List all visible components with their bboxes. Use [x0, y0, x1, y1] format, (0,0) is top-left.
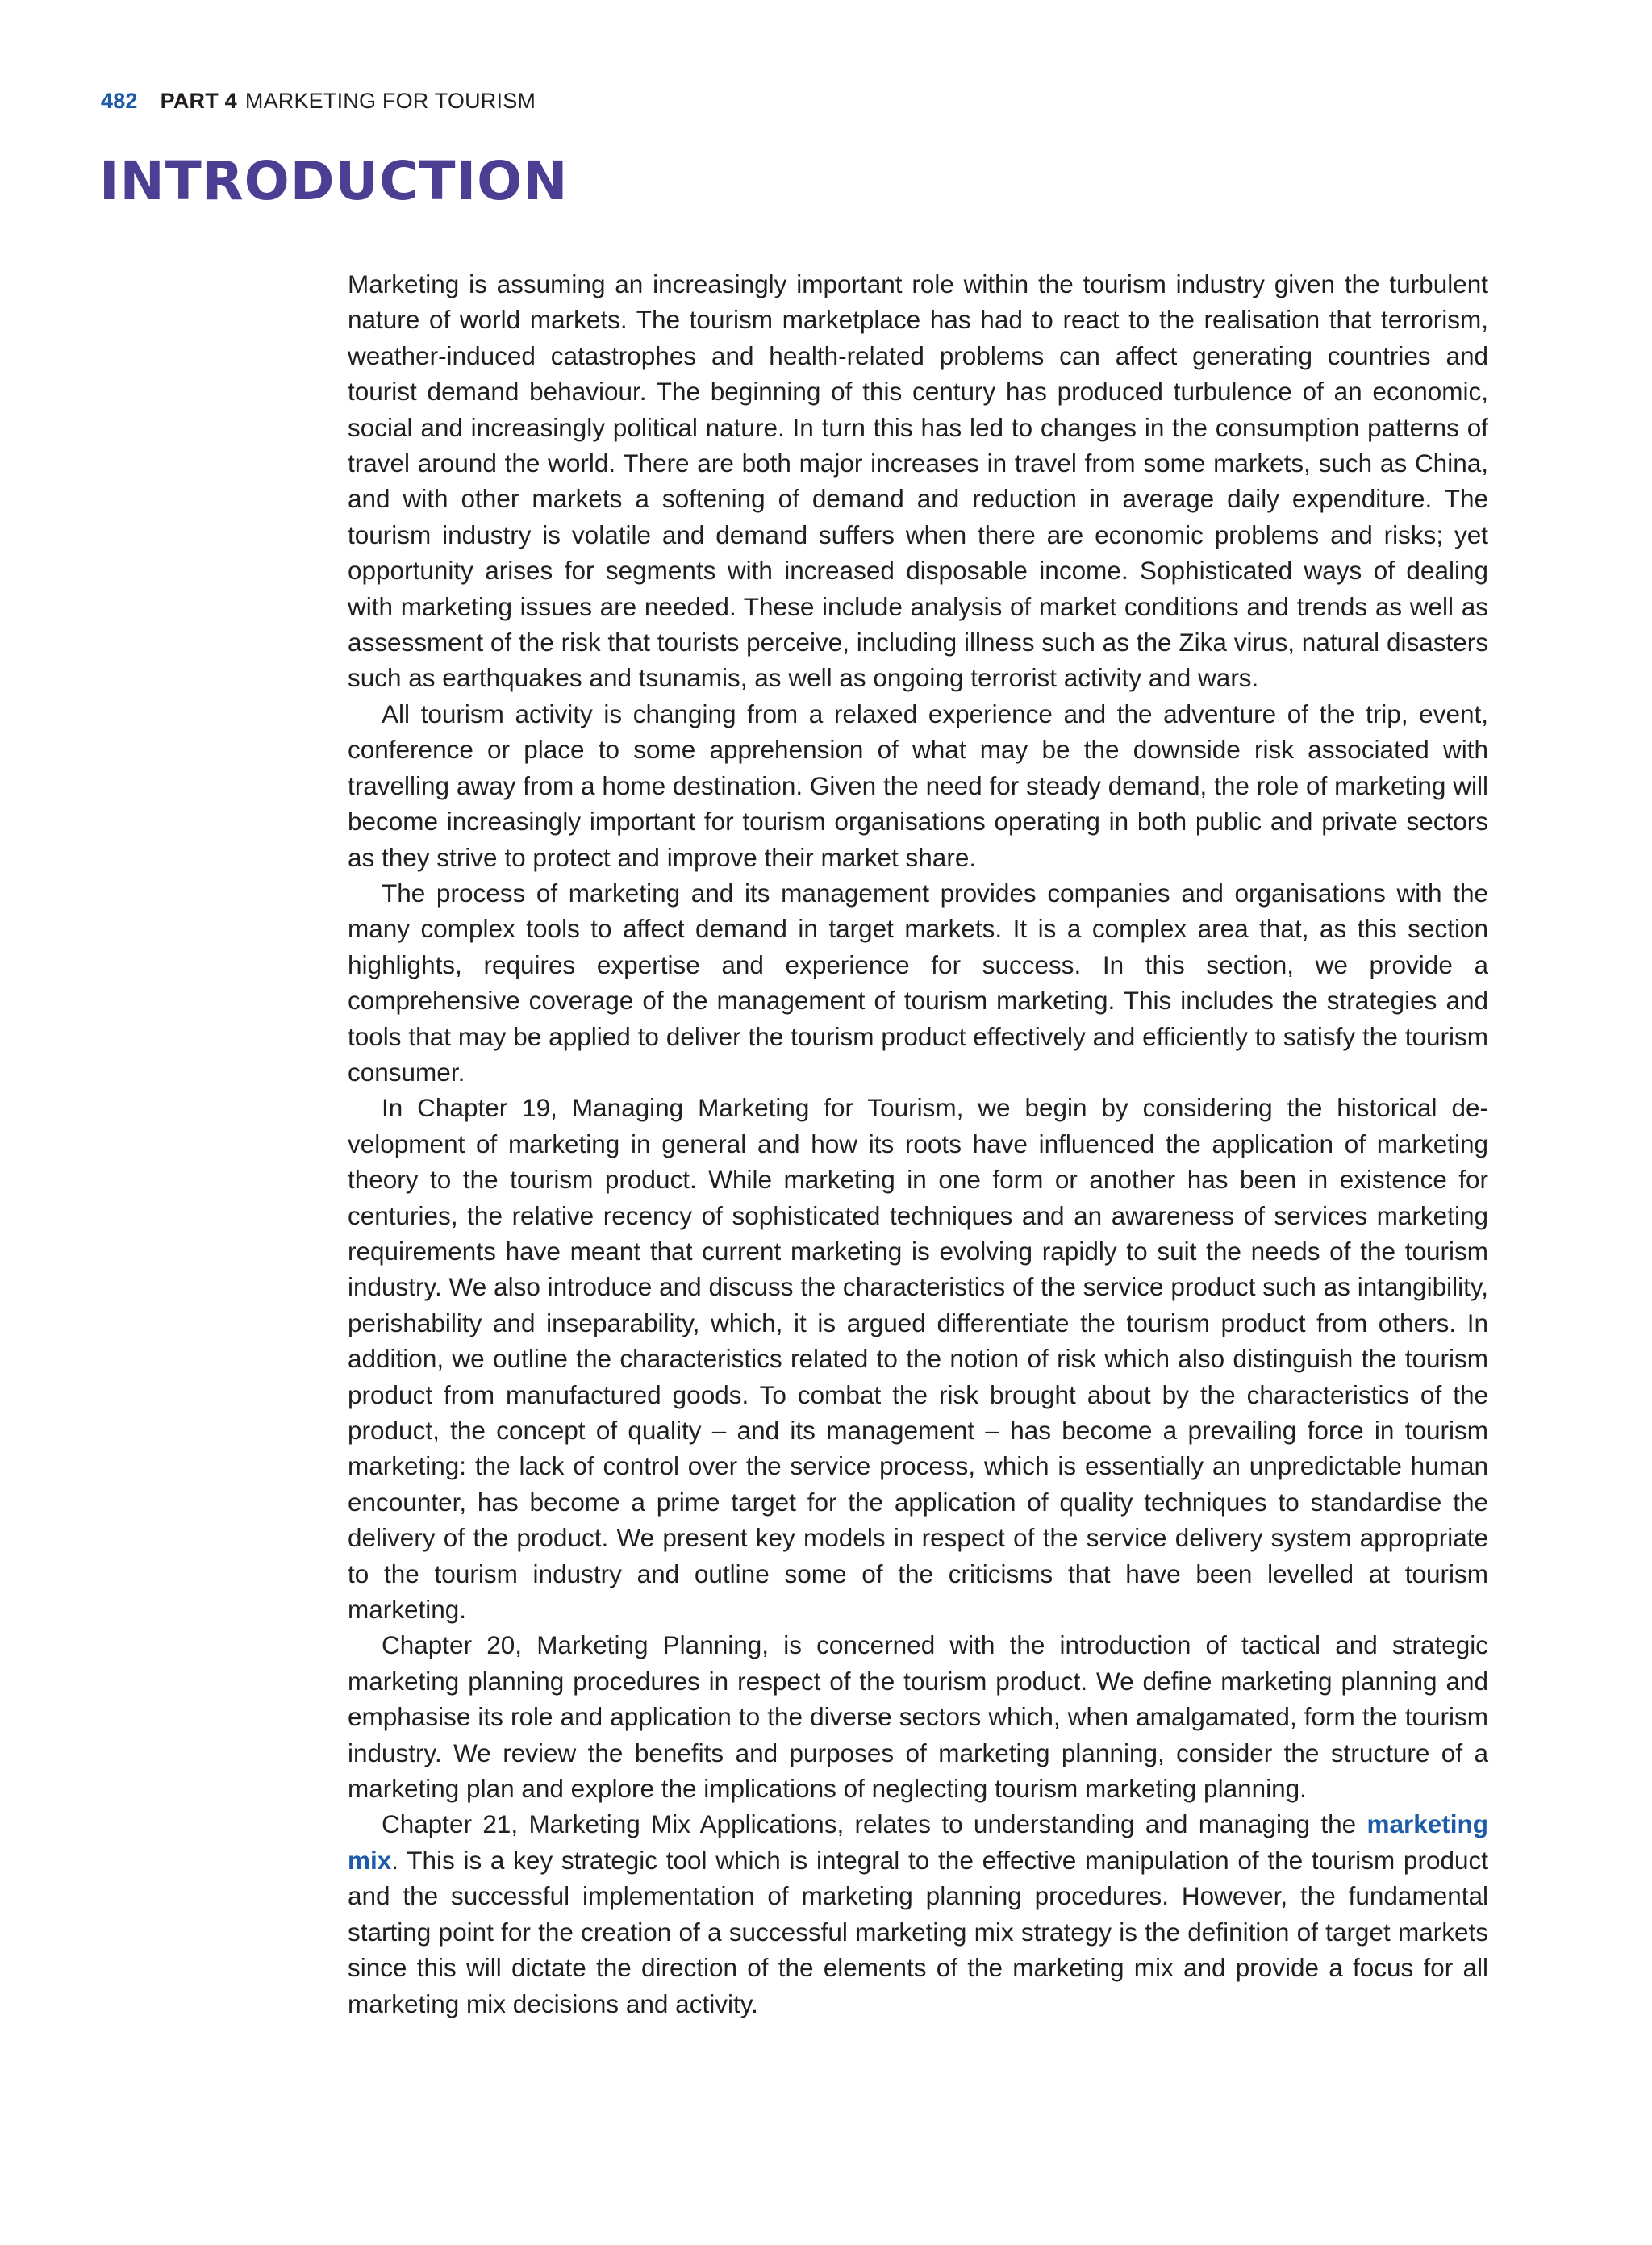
- body-text: [348, 266, 1488, 2022]
- paragraph-1: Marketing is assuming an increasingly important role within the tourism industry given the turbulent nature of world markets. The tourism marketplace has had to react to the realisation that terrorism, weather-induced catastrophes and health-related problems can affect generating countries and tourist demand behaviour. The beginning of this century has produced turbulence of an economic, social and increasingly political nature. In turn this has led to changes in the consumption patterns of travel around the world. There are both major increases in travel from some markets, such as China, and with other markets a softening of demand and reduction in average daily expenditure. The tourism industry is volatile and demand suffers when there are economic problems and risks; yet opportunity arises for segments with increased disposable income. Sophisticated ways of dealing with marketing issues are needed. These include analysis of market conditions and trends as well as assessment of the risk that tourists perceive, including illness such as the Zika virus, natural disasters such as earthquakes and tsunamis, as well as ongoing terrorist activity and wars.: [348, 269, 1488, 693]
- page-number: 482: [101, 89, 138, 113]
- paragraph-2: All tourism activity is changing from a relaxed experience and the adventure of the trip, event, conference or place to some apprehension of what may be the downside risk associated with travelling away from a home destination. Given the need for steady demand, the role of marketing will become increasingly important for tourism organisations operating in both public and private sectors as they strive to protect and improve their market share.: [348, 699, 1488, 872]
- paragraph-4: In Chapter 19, Managing Marketing for Tourism, we begin by considering the historical development of marketing in general and how its roots have influenced the application of marketing theory to the tourism product. While marketing in one form or another has been in existence for centuries, the relative recency of sophisticated techniques and an awareness of services marketing requirements have meant that current marketing is evolving rapidly to suit the needs of the tourism industry. We also introduce and discuss the characteristics of the service product such as intangibility, perishability and inseparability, which, it is argued differentiate the tourism product from others. In addition, we outline the characteristics related to the notion of risk which also distinguish the tourism product from manufactured goods. To combat the risk brought about by the characteristics of the product, the concept of quality – and its management – has become a prevailing force in tourism marketing: the lack of control over the service process, which is essentially an unpredictable human encounter, has become a prime target for the application of quality techniques to standardise the delivery of the product. We present key models in respect of the service delivery system appropriate to the tourism industry and outline some of the criticisms that have been levelled at tourism marketing.: [348, 1093, 1488, 1625]
- paragraph-6: [348, 1806, 1488, 2021]
- paragraph-5: Chapter 20, Marketing Planning, is concerned with the introduction of tactical and strategic marketing planning procedures in respect of the tourism product. We define marketing planning and emphasise its role and application to the diverse sectors which, when amalgamated, form the tourism industry. We review the benefits and purposes of marketing planning, consider the structure of a marketing plan and explore the implications of neglecting tourism marketing planning.: [348, 1630, 1488, 1804]
- section-heading: INTRODUCTION: [99, 150, 569, 212]
- paragraph-6-text-end: . This is a key strategic tool which is integral to the effective manipulation of the tourism product and the successful implementation of marketing planning procedures. However, the fundamental starting point for the creation of a successful marketing mix strategy is the definition of target markets since this will dictate the direction of the elements of the marketing mix and provide a focus for all marketing mix decisions and activity.: [348, 1845, 1488, 2018]
- running-head: [101, 89, 536, 114]
- part-label: PART 4: [160, 89, 237, 113]
- part-title: MARKETING FOR TOURISM: [244, 89, 536, 113]
- keyword-marketing-mix: marketing mix: [348, 1809, 1488, 1875]
- paragraph-6-text-start: Chapter 21, Marketing Mix Applications, relates to understanding and managing the: [382, 1809, 1367, 1839]
- paragraph-3: The process of marketing and its management provides companies and organisations with the many complex tools to affect demand in target markets. It is a complex area that, as this section highlights, requires expertise and experience for success. In this section, we provide a comprehensive coverage of the management of tourism marketing. This includes the strategies and tools that may be applied to deliver the tourism product effectively and efficiently to satisfy the tourism consumer.: [348, 878, 1488, 1087]
